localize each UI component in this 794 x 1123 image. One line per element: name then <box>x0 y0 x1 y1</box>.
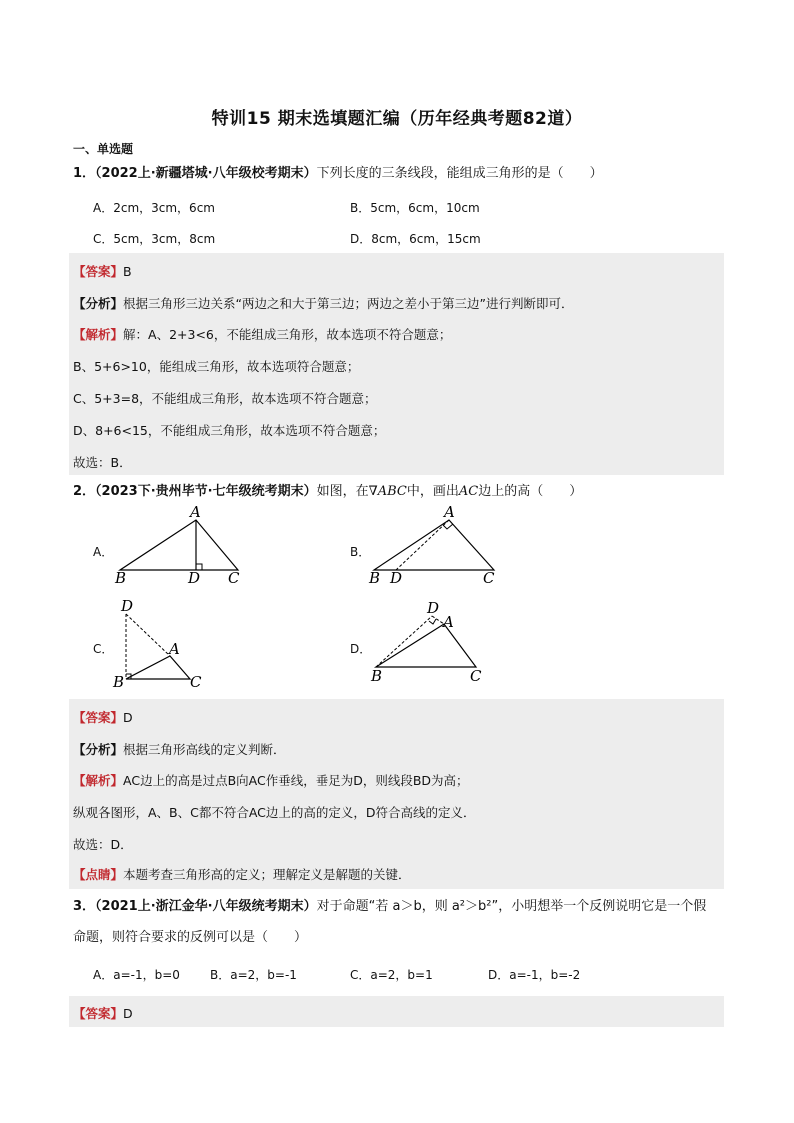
q2-solution-line-2: 纵观各图形，A、B、C都不符合AC边上的高的定义，D符合高线的定义． <box>73 805 476 820</box>
fig-d-label-c: C <box>470 667 482 685</box>
q1-option-b: B．5cm，6cm，10cm <box>350 201 480 215</box>
question-2-triangle: ∇ABC <box>368 484 407 499</box>
q1-solution-line-1: 解：A、2+3<6，不能组成三角形，故本选项不符合题意； <box>123 327 452 342</box>
question-1-source: （2022上·新疆塔城·八年级校考期末） <box>95 166 317 181</box>
fig-b-label-d: D <box>390 569 403 587</box>
q3-answer-value: D <box>123 1006 133 1021</box>
q2-analysis-text: 根据三角形高线的定义判断． <box>123 742 286 757</box>
q2-figure-b <box>366 505 506 590</box>
question-3-number: 3． <box>73 899 96 914</box>
q1-solution-label: 【解析】 <box>73 327 124 342</box>
q1-analysis-text: 根据三角形三边关系“两边之和大于第三边；两边之差小于第三边”进行判断即可． <box>123 296 574 311</box>
question-1-stem <box>73 165 603 183</box>
question-2-text-mid: 中，画出 <box>406 484 459 499</box>
q1-option-d: D．8cm，6cm，15cm <box>350 232 481 246</box>
q3-answer-block <box>69 996 724 1027</box>
fig-c-label-c: C <box>190 673 202 691</box>
question-2-segment: AC <box>458 484 479 499</box>
question-2-text-post: 边上的高（ ） <box>478 484 583 499</box>
fig-c-label-d: D <box>121 597 134 615</box>
q2-solution-line-1: AC边上的高是过点B向AC作垂线，垂足为D，则线段BD为高； <box>123 773 469 788</box>
fig-b-label-b: B <box>369 569 381 587</box>
q1-solution-line-5: 故选：B． <box>73 455 132 470</box>
question-2-source: （2023下·贵州毕节·七年级统考期末） <box>95 484 317 499</box>
question-3-source: （2021上·浙江金华·八年级统考期末） <box>95 899 317 914</box>
question-1-text: 下列长度的三条线段，能组成三角形的是（ ） <box>316 166 603 181</box>
q1-analysis-label: 【分析】 <box>73 296 124 311</box>
fig-d-label-a: A <box>443 613 454 631</box>
q2-comment-label: 【点睛】 <box>73 867 124 882</box>
q2-option-d-label: D． <box>350 642 372 656</box>
fig-a-label-c: C <box>228 569 240 587</box>
q3-option-b: B．a=2，b=-1 <box>210 968 297 982</box>
question-3-text-line-2: 命题，则符合要求的反例可以是（ ） <box>73 930 308 945</box>
q3-option-d: D．a=-1，b=-2 <box>488 968 581 982</box>
q2-solution-label: 【解析】 <box>73 773 124 788</box>
q1-solution-line-3: C、5+3=8，不能组成三角形，故本选项不符合题意； <box>73 391 377 406</box>
fig-a-label-a: A <box>190 505 201 521</box>
q2-answer-value: D <box>123 710 133 725</box>
q3-answer-label: 【答案】 <box>73 1006 124 1021</box>
q1-answer-label: 【答案】 <box>73 264 124 279</box>
q2-figure-a <box>110 505 250 590</box>
fig-c-label-a: A <box>169 640 180 658</box>
section-heading: 一、单选题 <box>73 142 134 156</box>
question-2-number: 2． <box>73 484 96 499</box>
q2-figure-d <box>366 597 496 692</box>
fig-a-label-d: D <box>188 569 201 587</box>
q2-solution-line-3: 故选：D． <box>73 837 133 852</box>
page-title: 特训15 期末选填题汇编（历年经典考题82道） <box>211 109 583 129</box>
q1-option-c: C．5cm，3cm，8cm <box>93 232 216 246</box>
q1-solution-line-2: B、5+6>10，能组成三角形，故本选项符合题意； <box>73 359 360 374</box>
q2-option-a-label: A． <box>93 545 114 559</box>
q1-option-a: A．2cm，3cm，6cm <box>93 201 215 215</box>
fig-c-label-b: B <box>113 673 125 691</box>
question-3-stem <box>73 898 706 916</box>
q2-answer-label: 【答案】 <box>73 710 124 725</box>
q2-option-b-label: B． <box>350 545 371 559</box>
fig-d-label-b: B <box>371 667 383 685</box>
question-1-number: 1． <box>73 166 96 181</box>
q3-option-a: A．a=-1，b=0 <box>93 968 180 982</box>
question-3-text-line-1: 对于命题“若 a＞b，则 a²＞b²”，小明想举一个反例说明它是一个假 <box>316 899 707 914</box>
q2-comment-text: 本题考查三角形高的定义；理解定义是解题的关键． <box>123 867 411 882</box>
question-2-stem <box>73 483 582 501</box>
q1-answer-value: B <box>123 264 132 279</box>
q1-answer-block <box>69 253 724 475</box>
q2-figure-c <box>108 597 218 692</box>
fig-b-label-a: A <box>444 505 455 521</box>
question-2-text-pre: 如图，在 <box>316 484 369 499</box>
q2-option-c-label: C． <box>93 642 114 656</box>
fig-a-label-b: B <box>115 569 127 587</box>
q3-option-c: C．a=2，b=1 <box>350 968 433 982</box>
q1-solution-line-4: D、8+6<15，不能组成三角形，故本选项不符合题意； <box>73 423 386 438</box>
fig-b-label-c: C <box>483 569 495 587</box>
q2-answer-block <box>69 699 724 889</box>
q2-analysis-label: 【分析】 <box>73 742 124 757</box>
fig-d-label-d: D <box>427 599 440 617</box>
